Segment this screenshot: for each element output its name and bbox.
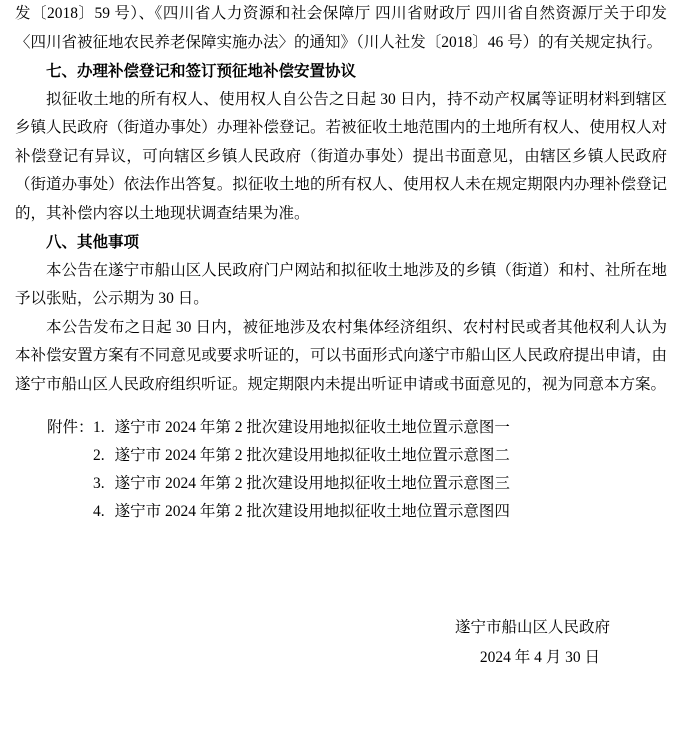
issue-date: 2024 年 4 月 30 日: [479, 649, 600, 666]
attachment-item-title: 遂宁市 2024 年第 2 批次建设用地拟征收土地位置示意图四: [114, 503, 510, 520]
attachment-item: [15, 470, 667, 498]
attachment-list: [15, 414, 667, 526]
paragraph-publication-period: 本公告在遂宁市船山区人民政府门户网站和拟征收土地涉及的乡镇（街道）和村、社所在地予以张贴，公示期为 30 日。: [15, 261, 667, 307]
attachment-item-title: 遂宁市 2024 年第 2 批次建设用地拟征收土地位置示意图一: [114, 419, 510, 436]
signature-block: [15, 613, 667, 673]
attachment-item: [15, 498, 667, 526]
paragraph-legal-basis-continuation: 发〔2018〕59 号）、《四川省人力资源和社会保障厅 四川省财政厅 四川省自然资源厅关于印发〈四川省被征地农民养老保障实施办法〉的通知》（川人社发〔2018〕46 号）的有关规定执行。: [15, 5, 667, 51]
issuer-name: 遂宁市船山区人民政府: [454, 619, 610, 636]
attachment-item-number: 2.: [93, 447, 105, 464]
paragraph-hearing-request: 本公告发布之日起 30 日内，被征地涉及农村集体经济组织、农村村民或者其他权利人认为本补偿安置方案有不同意见或要求听证的，可以书面形式向遂宁市船山区人民政府提出申请，由遂宁市船山区人民政府组织听证。规定期限内未提出听证申请或书面意见的，视为同意本方案。: [15, 318, 667, 393]
attachment-item-number: 1.: [93, 419, 105, 436]
paragraph-compensation-registration: 拟征收土地的所有权人、使用权人自公告之日起 30 日内，持不动产权属等证明材料到辖区乡镇人民政府（街道办事处）办理补偿登记。若被征收土地范围内的土地所有权人、使用权人对补偿登记有异议，可向辖区乡镇人民政府（街道办事处）提出书面意见，由辖区乡镇人民政府（街道办事处）依法作出答复。拟征收土地的所有权人、使用权人未在规定期限内办理补偿登记的，其补偿内容以土地现状调查结果为准。: [15, 90, 667, 222]
attachment-item: [15, 442, 667, 470]
attachment-label: 附件：: [47, 419, 94, 436]
attachment-item: [15, 414, 667, 442]
attachment-item-number: 4.: [93, 503, 105, 520]
attachment-item-title: 遂宁市 2024 年第 2 批次建设用地拟征收土地位置示意图三: [114, 475, 510, 492]
attachment-item-number: 3.: [93, 475, 105, 492]
attachment-item-title: 遂宁市 2024 年第 2 批次建设用地拟征收土地位置示意图二: [114, 447, 510, 464]
section-heading-7-compensation-registration: 七、办理补偿登记和签订预征地补偿安置协议: [46, 62, 357, 80]
section-heading-8-other-matters: 八、其他事项: [46, 233, 140, 251]
